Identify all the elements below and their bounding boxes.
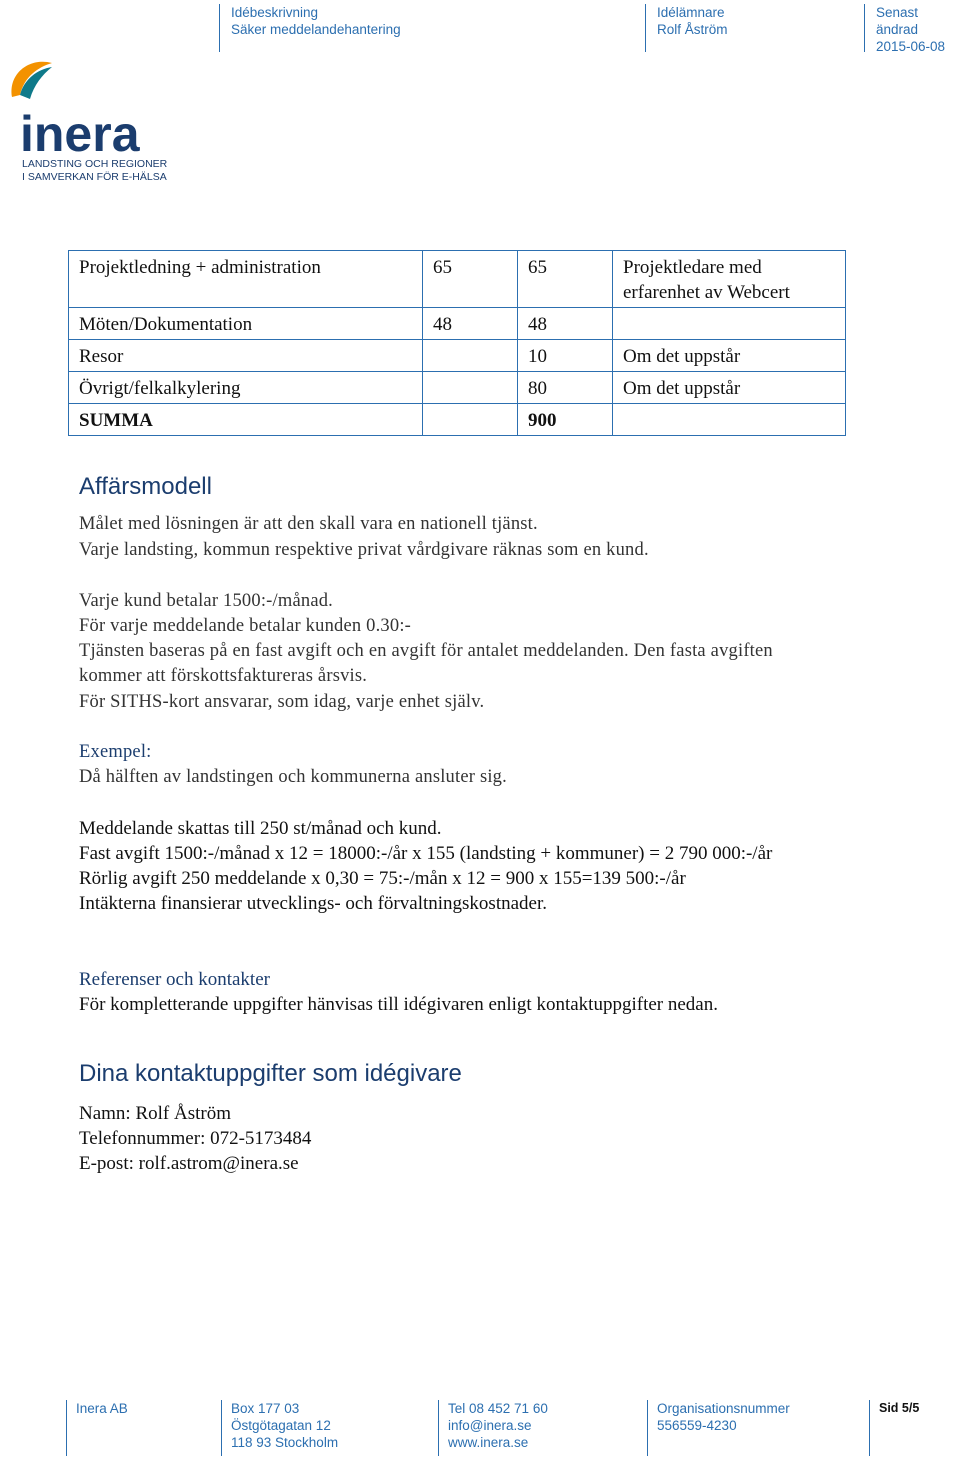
table-row — [69, 372, 846, 404]
inera-logo — [4, 55, 174, 190]
paragraph: För varje meddelande betalar kunden 0.30:- — [79, 616, 412, 636]
header-value-date: 2015-06-08 — [876, 39, 946, 54]
note-line: Projektledare med — [623, 257, 762, 278]
table-cell-a: 65 — [423, 251, 518, 308]
table-cell-item: SUMMA — [69, 404, 423, 436]
table-cell-item: Resor — [69, 340, 423, 372]
paragraph: Meddelande skattas till 250 st/månad och kund. — [79, 818, 442, 839]
contact-phone: Telefonnummer: 072-5173484 — [79, 1128, 312, 1149]
paragraph: Tjänsten baseras på en fast avgift och en avgift för antalet meddelanden. Den fasta avgiften — [79, 641, 773, 661]
footer-org-label: Organisationsnummer — [657, 1401, 790, 1416]
footer-company: Inera AB — [76, 1401, 128, 1416]
table-cell-b: 900 — [518, 404, 613, 436]
table-cell-note — [613, 404, 846, 436]
example-label: Exempel: — [79, 742, 152, 762]
table-cell-note: Om det uppstår — [613, 340, 846, 372]
budget-table — [68, 250, 846, 436]
footer-divider — [647, 1400, 648, 1456]
header-divider — [219, 4, 220, 52]
paragraph: För SITHS-kort ansvarar, som idag, varje enhet själv. — [79, 692, 485, 712]
footer-divider — [66, 1400, 67, 1456]
inera-logo-icon — [4, 55, 174, 190]
header-value-author: Rolf Åström — [657, 22, 728, 37]
table-cell-note: Om det uppstår — [613, 372, 846, 404]
table-cell-a: 48 — [423, 308, 518, 340]
header-divider — [864, 4, 865, 52]
header-value-title: Säker meddelandehantering — [231, 22, 401, 37]
header-label-idelamnare: Idélämnare — [657, 5, 725, 20]
table-cell-b: 65 — [518, 251, 613, 308]
header-label-senast-andrad: Senast ändrad — [876, 5, 919, 37]
paragraph: Målet med lösningen är att den skall vara en nationell tjänst. — [79, 514, 538, 534]
header-label-idebeskrivning: Idébeskrivning — [231, 5, 319, 20]
logo-tagline-2: I SAMVERKAN FÖR E-HÄLSA — [22, 171, 167, 183]
logo-wordmark: inera — [20, 106, 140, 162]
table-cell-note — [613, 251, 846, 308]
paragraph: För kompletterande uppgifter hänvisas till idégivaren enligt kontaktuppgifter nedan. — [79, 994, 718, 1015]
paragraph: Varje landsting, kommun respektive privat vårdgivare räknas som en kund. — [79, 540, 649, 560]
footer-org-col — [657, 1400, 790, 1434]
paragraph: Fast avgift 1500:-/månad x 12 = 18000:-/år x 155 (landsting + kommuner) = 2 790 000:-/år — [79, 843, 773, 864]
table-cell-a — [423, 340, 518, 372]
table-cell-a — [423, 404, 518, 436]
paragraph: Då hälften av landstingen och kommunerna ansluter sig. — [79, 767, 507, 787]
table-row — [69, 340, 846, 372]
footer-email-link[interactable]: info@inera.se — [448, 1418, 532, 1433]
table-row — [69, 251, 846, 308]
footer-divider — [869, 1400, 870, 1456]
header-col-1 — [231, 4, 401, 38]
footer-page-col — [879, 1400, 919, 1417]
footer-contact-col — [448, 1400, 548, 1451]
table-cell-item: Projektledning + administration — [69, 251, 423, 308]
header-col-3 — [876, 4, 960, 55]
paragraph: Varje kund betalar 1500:-/månad. — [79, 591, 334, 611]
contact-name: Namn: Rolf Åström — [79, 1103, 231, 1124]
table-row — [69, 308, 846, 340]
page-number: Sid 5/5 — [879, 1401, 920, 1415]
footer-divider — [438, 1400, 439, 1456]
contact-email: E-post: rolf.astrom@inera.se — [79, 1153, 299, 1174]
table-row-summa — [69, 404, 846, 436]
paragraph: kommer att förskottsfaktureras årsvis. — [79, 666, 368, 686]
paragraph: Intäkterna finansierar utvecklings- och förvaltningskostnader. — [79, 893, 547, 914]
footer-address-col — [231, 1400, 338, 1451]
footer-web-link[interactable]: www.inera.se — [448, 1435, 529, 1450]
footer-company-col — [76, 1400, 128, 1417]
section-heading-referenser: Referenser och kontakter — [79, 969, 270, 990]
table-cell-item: Övrigt/felkalkylering — [69, 372, 423, 404]
note-line: erfarenhet av Webcert — [623, 282, 790, 303]
footer-divider — [221, 1400, 222, 1456]
footer-address-line: Östgötagatan 12 — [231, 1418, 331, 1433]
footer-tel: Tel 08 452 71 60 — [448, 1401, 548, 1416]
header-col-2 — [657, 4, 728, 38]
section-heading-kontakt: Dina kontaktuppgifter som idégivare — [79, 1060, 462, 1087]
logo-tagline-1: LANDSTING OCH REGIONER — [22, 158, 168, 170]
header-divider — [645, 4, 646, 52]
table-cell-item: Möten/Dokumentation — [69, 308, 423, 340]
footer-address-line: 118 93 Stockholm — [231, 1435, 339, 1450]
table-cell-b: 10 — [518, 340, 613, 372]
footer-org-number: 556559-4230 — [657, 1418, 737, 1433]
footer-address-line: Box 177 03 — [231, 1401, 300, 1416]
table-cell-a — [423, 372, 518, 404]
table-cell-b: 80 — [518, 372, 613, 404]
section-heading-affarsmodell: Affärsmodell — [79, 473, 212, 500]
table-cell-note — [613, 308, 846, 340]
table-cell-b: 48 — [518, 308, 613, 340]
paragraph: Rörlig avgift 250 meddelande x 0,30 = 75:-/mån x 12 = 900 x 155=139 500:-/år — [79, 868, 686, 889]
